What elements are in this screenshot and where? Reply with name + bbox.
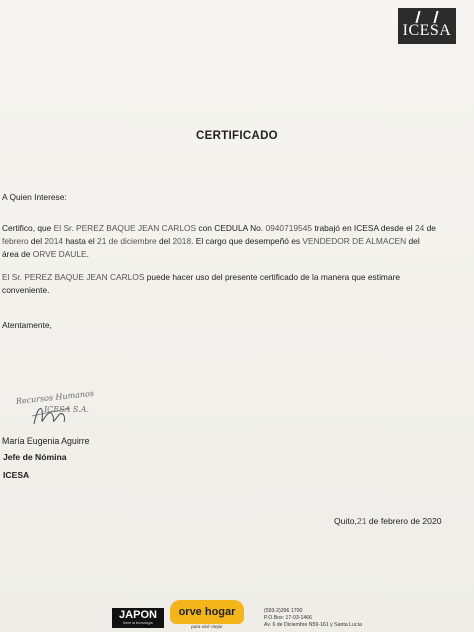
text: área de <box>2 249 33 259</box>
paragraph2-line1 <box>2 272 400 283</box>
text: del <box>156 236 173 246</box>
japon-tagline: tiene la tecnología <box>123 621 153 625</box>
paragraph2-line2: conveniente. <box>2 285 50 295</box>
start-year: 2014 <box>44 236 64 246</box>
footer-phone: (593-2)396 1700 <box>264 608 303 614</box>
orve-tagline: para vivir mejor <box>191 624 223 629</box>
employee-name: El Sr. PEREZ BAQUE JEAN CARLOS <box>53 223 197 233</box>
text: trabajó en ICESA desde el <box>312 223 415 233</box>
footer-pobox: P.O.Box: 17-03-1466 <box>264 615 313 621</box>
hr-stamp-signature <box>14 386 102 432</box>
end-year: 2018 <box>172 236 192 246</box>
signatory-company: ICESA <box>3 470 30 480</box>
footer-address: Av. 6 de Diciembre N59-161 y Santa Lucía <box>264 622 362 628</box>
text: . <box>86 249 89 259</box>
date-day: 21 <box>356 516 367 526</box>
text: del <box>28 236 45 246</box>
document-title: CERTIFICADO <box>196 130 278 142</box>
text: del <box>406 236 420 246</box>
signatory-name: María Eugenia Aguirre <box>2 436 90 446</box>
logo-mark-icon <box>415 11 438 23</box>
svg-text:Recursos Humanos: Recursos Humanos <box>15 388 95 406</box>
logo-text: ICESA <box>402 22 452 39</box>
paragraph1-line3 <box>2 249 89 260</box>
text: hasta el <box>63 236 98 246</box>
paragraph1-line2 <box>2 236 420 247</box>
id-number: 0940719545 <box>265 223 313 233</box>
city: Quito, <box>334 516 357 526</box>
text: puede hacer uso del presente certificado de la manera que estimare <box>144 272 401 282</box>
paragraph1-line1 <box>2 223 436 234</box>
svg-text:ICESA S.A.: ICESA S.A. <box>44 405 89 414</box>
signatory-role: Jefe de Nómina <box>3 452 67 462</box>
footer-brands <box>112 598 362 632</box>
text: de <box>424 223 436 233</box>
text: . El cargo que desempeñó es <box>191 236 303 246</box>
employee-name: El Sr. PEREZ BAQUE JEAN CARLOS <box>2 272 145 282</box>
start-day: 24 <box>414 223 425 233</box>
icesa-logo <box>398 8 456 44</box>
place-date <box>334 516 442 527</box>
japon-logo: JAPON <box>112 608 164 628</box>
greeting: A Quien Interese: <box>2 192 67 202</box>
text: Certifico, que <box>2 223 54 233</box>
job-role: VENDEDOR DE ALMACEN <box>302 236 407 246</box>
end-date: 21 de diciembre <box>97 236 157 246</box>
closing: Atentamente, <box>2 320 52 330</box>
date-rest: de febrero de 2020 <box>366 516 442 526</box>
text: con CEDULA No. <box>196 223 266 233</box>
start-month: febrero <box>2 236 29 246</box>
orve-hogar-logo: orve hogar <box>170 600 244 624</box>
work-area: ORVE DAULE <box>32 249 87 259</box>
